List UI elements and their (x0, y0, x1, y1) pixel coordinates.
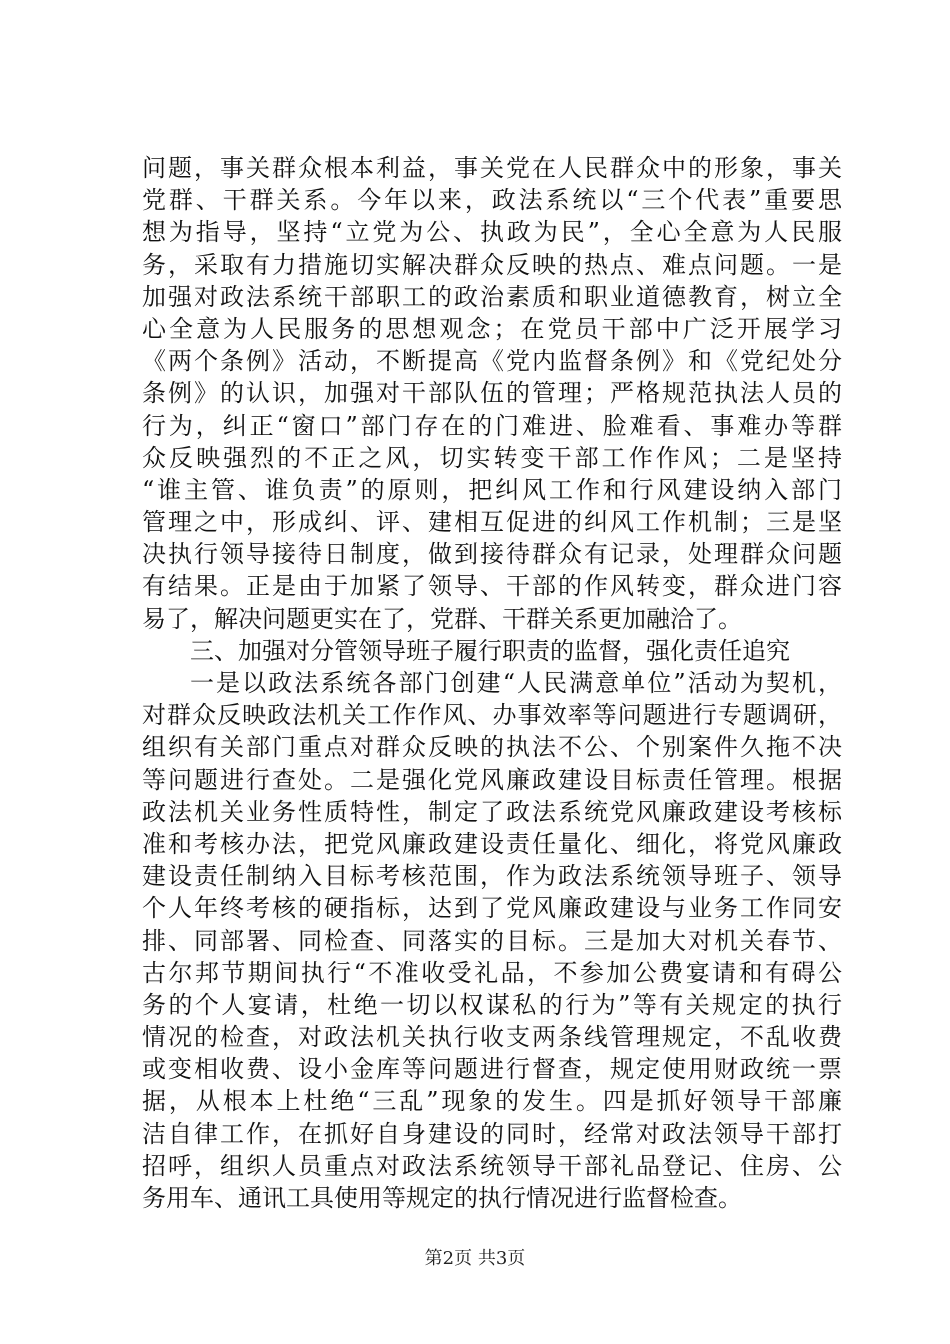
text-line: 排、同部署、同检查、同落实的目标。三是加大对机关春节、 (142, 926, 842, 955)
text-line: 组织有关部门重点对群众反映的执法不公、个别案件久拖不决 (142, 733, 842, 762)
page-number-footer: 第2页 共3页 (424, 1248, 526, 1269)
text-line: 心全意为人民服务的思想观念；在党员干部中广泛开展学习 (142, 314, 842, 343)
text-line: 易了，解决问题更实在了，党群、干群关系更加融洽了。 (142, 604, 742, 633)
text-line: 准和考核办法，把党风廉政建设责任量化、细化，将党风廉政 (142, 829, 842, 858)
text-line: 问题，事关群众根本利益，事关党在人民群众中的形象，事关 (142, 154, 842, 182)
text-line: 务用车、通讯工具使用等规定的执行情况进行监督检查。 (142, 1184, 742, 1212)
text-line: 一是以政法系统各部门创建“人民满意单位”活动为契机， (190, 669, 842, 697)
text-line: 政法机关业务性质特性，制定了政法系统党风廉政建设考核标 (142, 797, 842, 826)
text-line: 加强对政法系统干部职工的政治素质和职业道德教育，树立全 (142, 282, 842, 311)
text-line: “谁主管、谁负责”的原则，把纠风工作和行风建设纳入部门 (142, 475, 842, 504)
text-line: 管理之中，形成纠、评、建相互促进的纠风工作机制；三是坚 (142, 508, 842, 537)
text-line: 有结果。正是由于加紧了领导、干部的作风转变，群众进门容 (142, 572, 842, 601)
text-line: 洁自律工作，在抓好自身建设的同时，经常对政法领导干部打 (142, 1119, 842, 1148)
text-line: 众反映强烈的不正之风，切实转变干部工作作风；二是坚持 (142, 443, 842, 472)
text-line: 党群、干群关系。今年以来，政法系统以“三个代表”重要思 (142, 186, 842, 215)
section-heading: 三、加强对分管领导班子履行职责的监督，强化责任追究 (190, 636, 790, 665)
text-line: 务的个人宴请，杜绝一切以权谋私的行为”等有关规定的执行 (142, 990, 842, 1019)
text-line: 条例》的认识，加强对干部队伍的管理；严格规范执法人员的 (142, 379, 842, 408)
text-line: 行为，纠正“窗口”部门存在的门难进、脸难看、事难办等群 (142, 411, 842, 440)
text-line: 情况的检查，对政法机关执行收支两条线管理规定，不乱收费 (142, 1023, 842, 1052)
text-line: 决执行领导接待日制度，做到接待群众有记录，处理群众问题 (142, 540, 842, 569)
text-line: 招呼，组织人员重点对政法系统领导干部礼品登记、住房、公 (142, 1151, 842, 1180)
text-line: 建设责任制纳入目标考核范围，作为政法系统领导班子、领导 (142, 862, 842, 891)
text-line: 古尔邦节期间执行“不准收受礼品，不参加公费宴请和有碍公 (142, 958, 842, 987)
text-line: 《两个条例》活动，不断提高《党内监督条例》和《党纪处分 (142, 347, 842, 376)
text-line: 等问题进行查处。二是强化党风廉政建设目标责任管理。根据 (142, 765, 842, 794)
text-line: 个人年终考核的硬指标，达到了党风廉政建设与业务工作同安 (142, 894, 842, 923)
text-line: 对群众反映政法机关工作作风、办事效率等问题进行专题调研， (142, 701, 842, 730)
document-body (142, 152, 842, 1214)
text-line: 务，采取有力措施切实解决群众反映的热点、难点问题。一是 (142, 250, 842, 279)
text-line: 或变相收费、设小金库等问题进行督查，规定使用财政统一票 (142, 1055, 842, 1084)
text-line: 想为指导，坚持“立党为公、执政为民”，全心全意为人民服 (142, 218, 842, 247)
text-line: 据，从根本上杜绝“三乱”现象的发生。四是抓好领导干部廉 (142, 1087, 842, 1116)
